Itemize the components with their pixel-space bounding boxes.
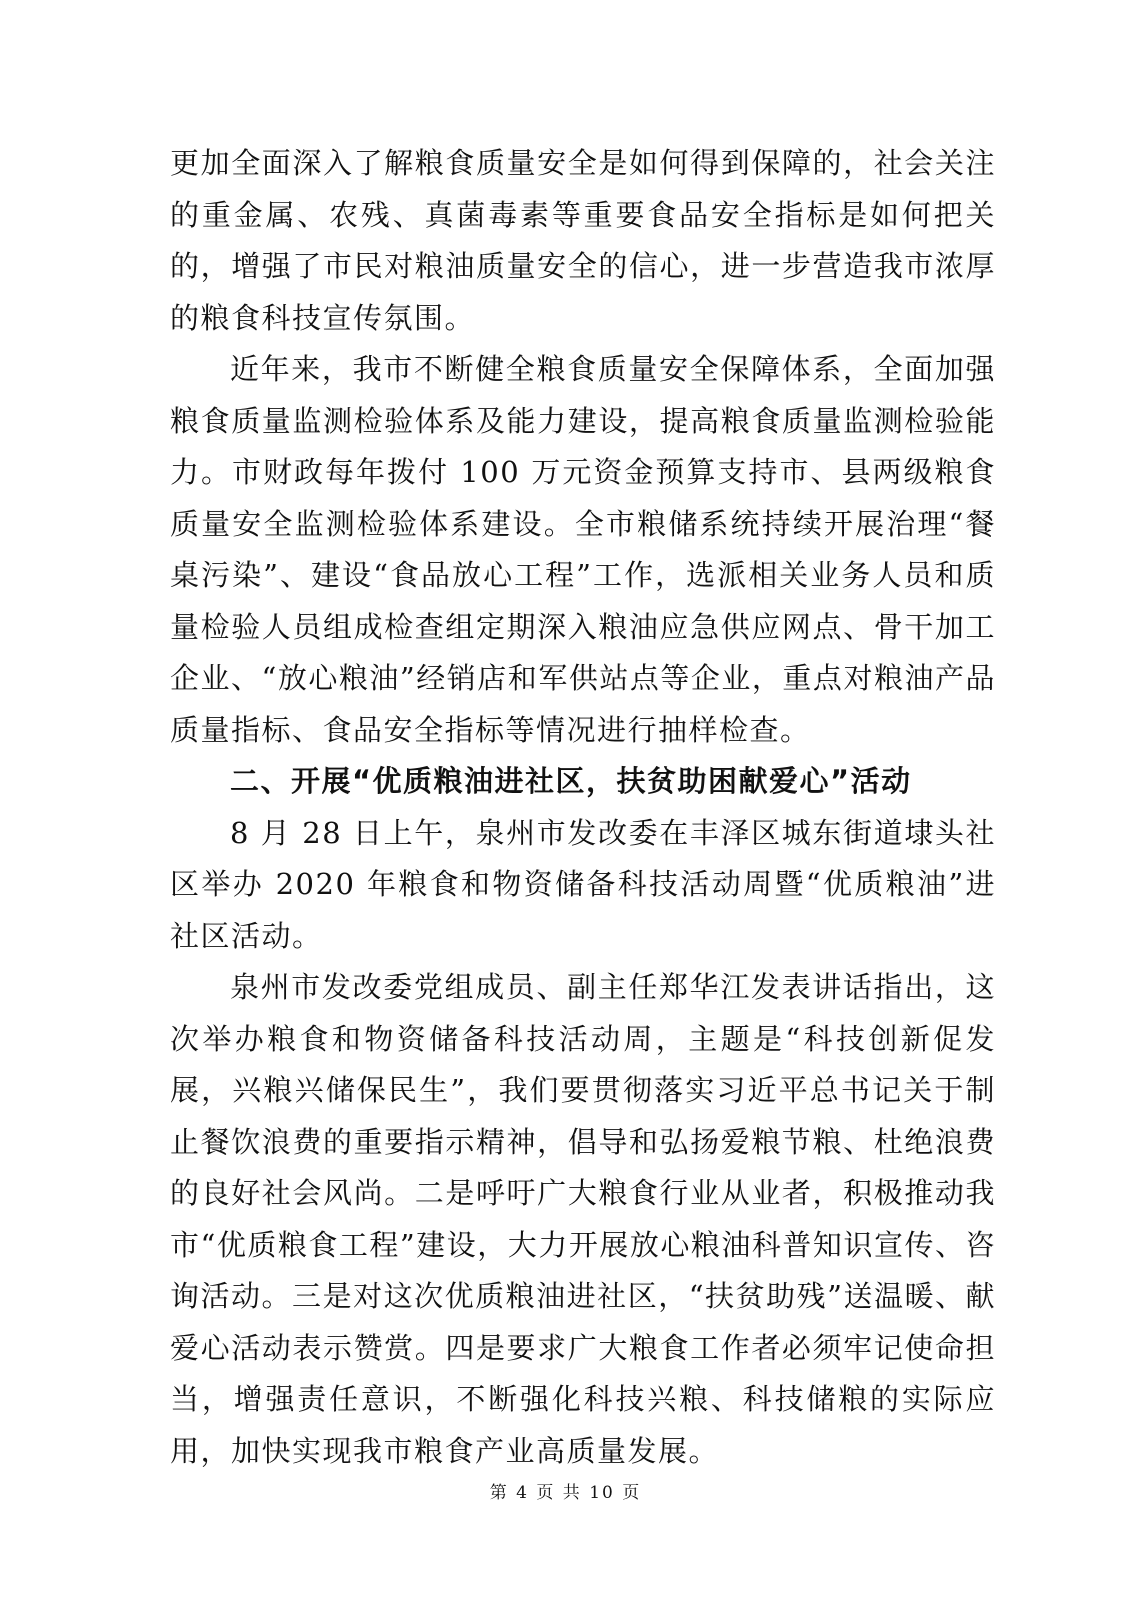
paragraph-quality-system: 近年来，我市不断健全粮食质量安全保障体系，全面加强粮食质量监测检验体系及能力建设，提高粮食质量监测检验能力。市财政每年拨付 100 万元资金预算支持市、县两级粮食质量安全监测检验体系建设。全市粮储系统持续开展治理“餐桌污染”、建设“食品放心工程”工作，选派相关业务人员和质量检验人员组成检查组定期深入粮油应急供应网点、骨干加工企业、“放心粮油”经销店和军供站点等企业，重点对粮油产品质量指标、食品安全指标等情况进行抽样检查。 <box>170 352 996 747</box>
section-heading-2: 二、开展“优质粮油进社区，扶贫助困献爱心”活动 <box>230 764 912 798</box>
page-number-footer: 第 4 页 共 10 页 <box>489 1483 642 1503</box>
paragraph-event-intro: 8 月 28 日上午，泉州市发改委在丰泽区城东街道埭头社区举办 2020 年粮食和物资储备科技活动周暨“优质粮油”进社区活动。 <box>170 815 996 953</box>
paragraph-speech: 泉州市发改委党组成员、副主任郑华江发表讲话指出，这次举办粮食和物资储备科技活动周，主题是“科技创新促发展，兴粮兴储保民生”，我们要贯彻落实习近平总书记关于制止餐饮浪费的重要指示精神，倡导和弘扬爱粮节粮、杜绝浪费的良好社会风尚。二是呼吁广大粮食行业从业者，积极推动我市“优质粮食工程”建设，大力开展放心粮油科普知识宣传、咨询活动。三是对这次优质粮油进社区，“扶贫助残”送温暖、献爱心活动表示赞赏。四是要求广大粮食工作者必须牢记使命担当，增强责任意识，不断强化科技兴粮、科技储粮的实际应用，加快实现我市粮食产业高质量发展。 <box>170 970 996 1468</box>
document-body <box>170 138 996 1477</box>
paragraph-continuation: 更加全面深入了解粮食质量安全是如何得到保障的，社会关注的重金属、农残、真菌毒素等重要食品安全指标是如何把关的，增强了市民对粮油质量安全的信心，进一步营造我市浓厚的粮食科技宣传氛围。 <box>170 146 996 335</box>
